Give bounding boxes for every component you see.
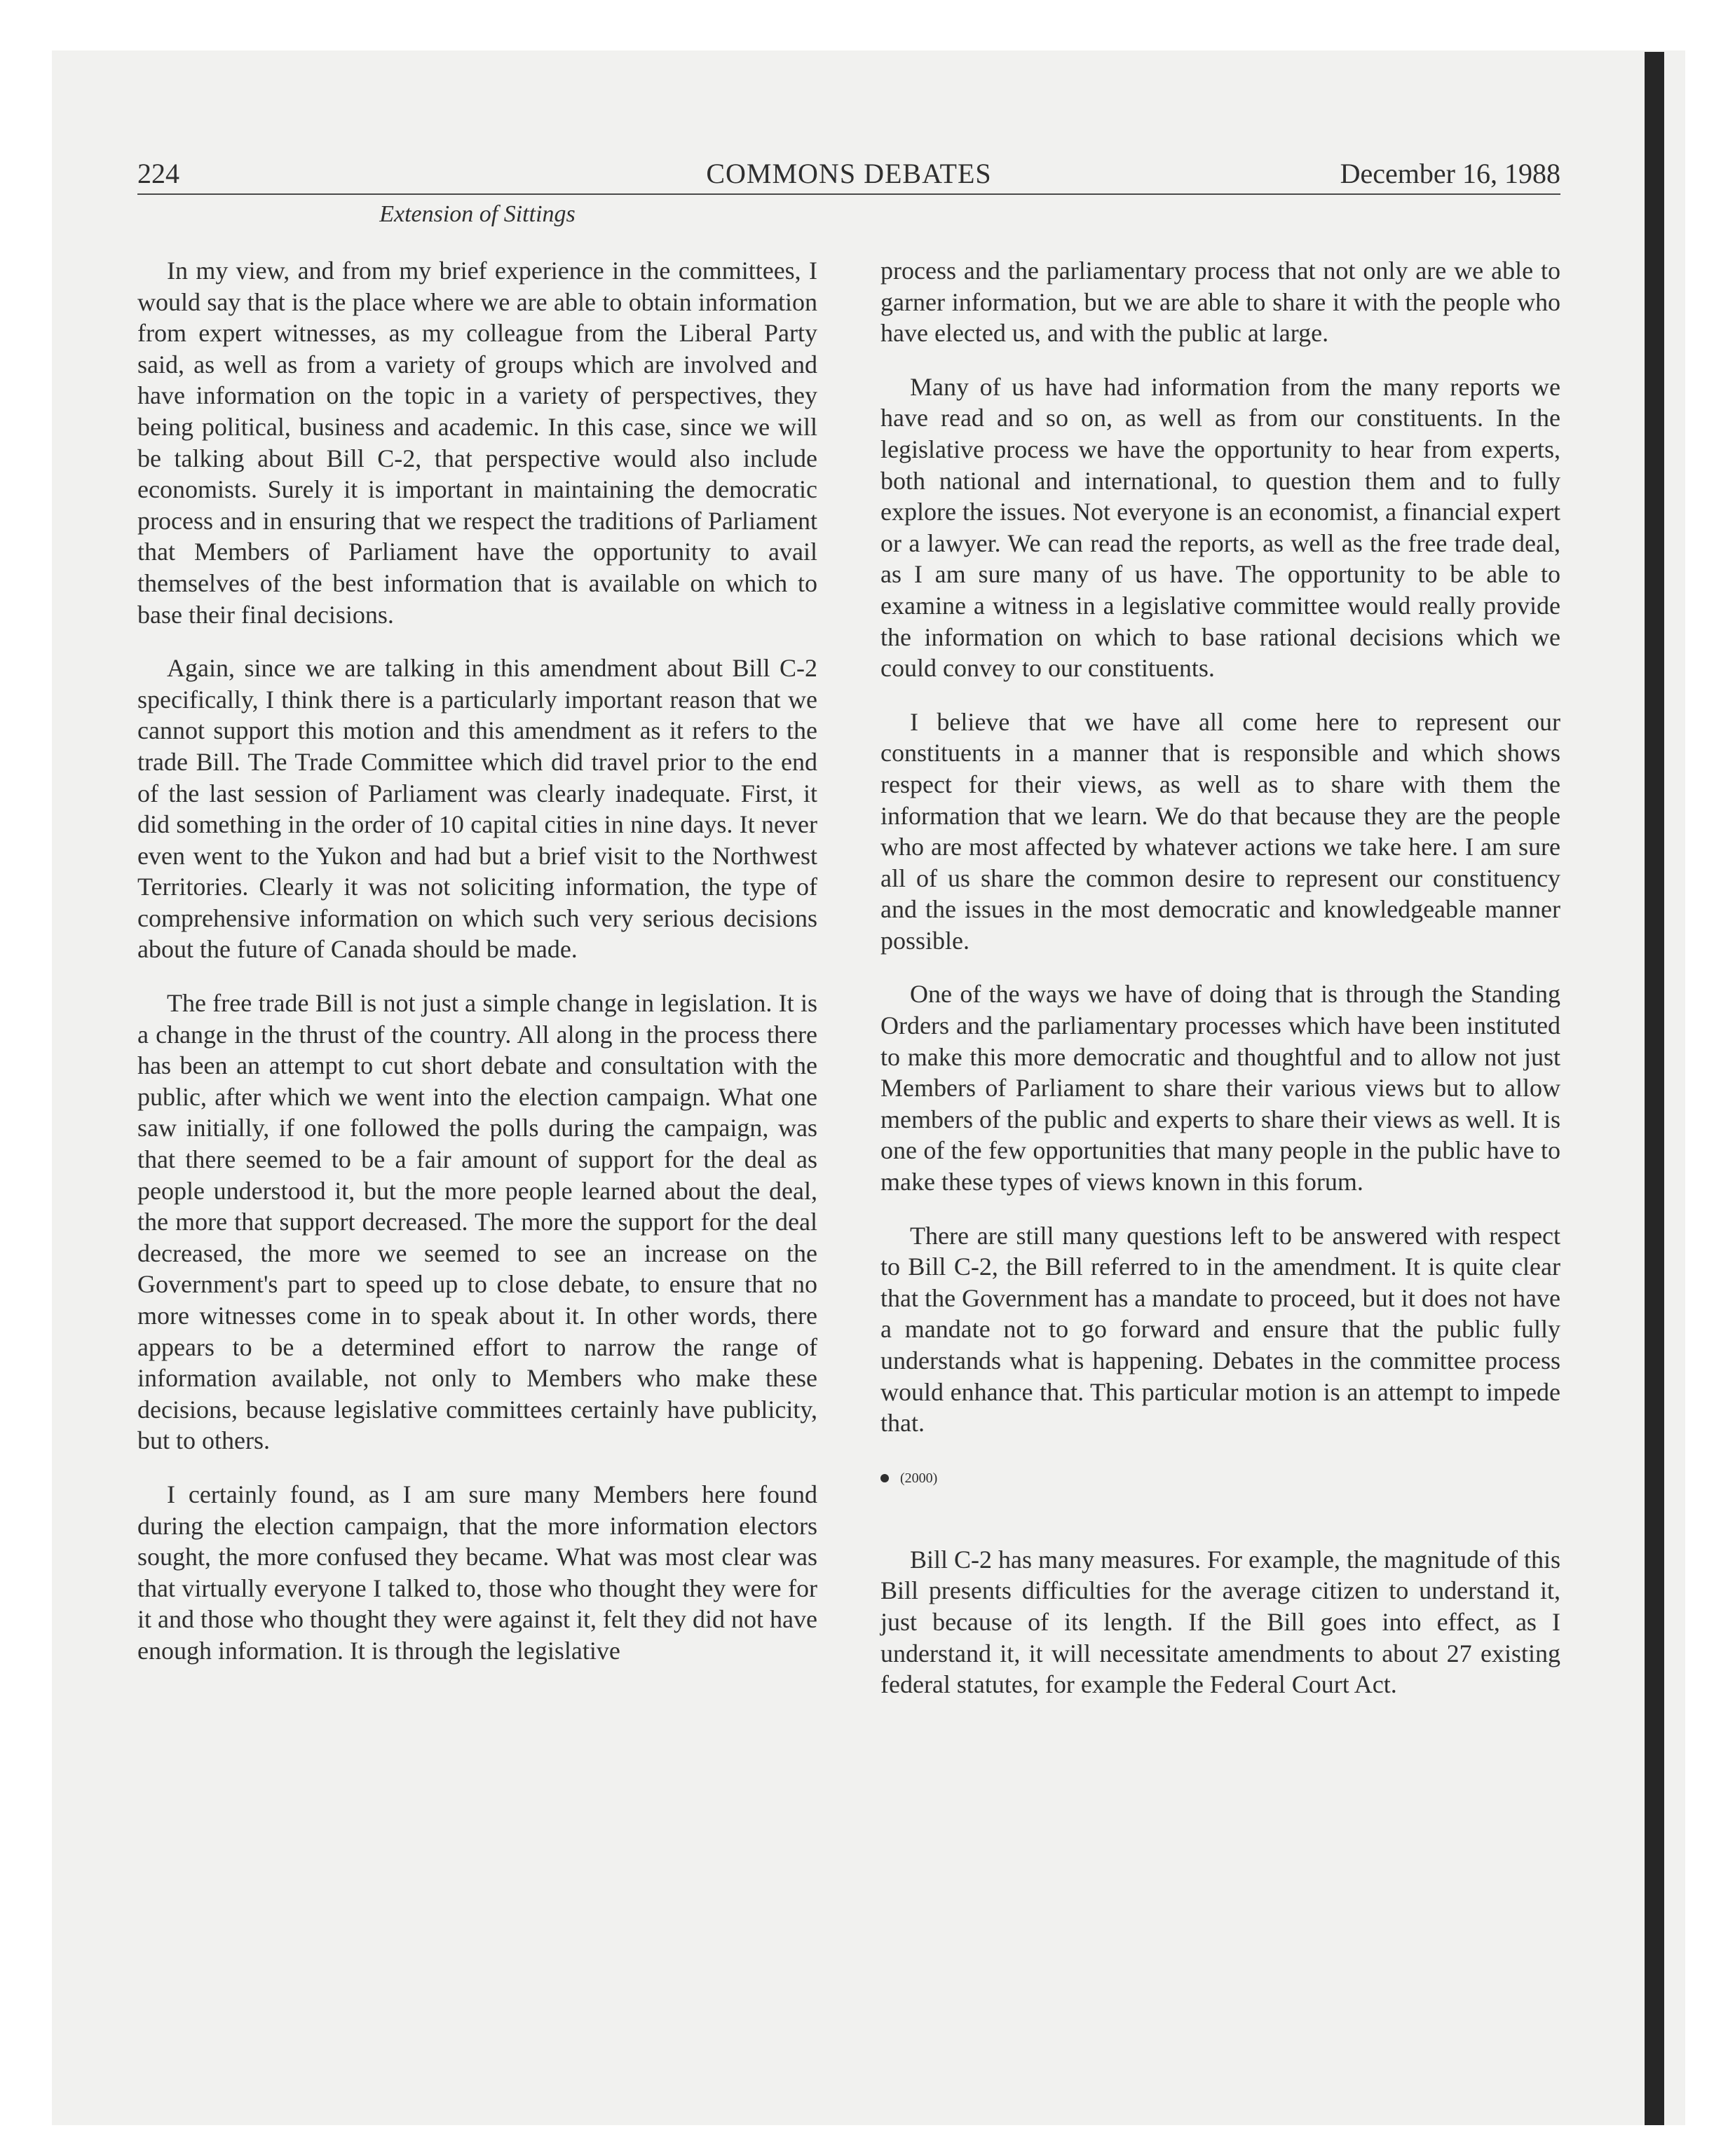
subheader-row [137, 195, 1560, 237]
running-header [137, 156, 1560, 195]
scan-edge-shadow [1645, 52, 1664, 2125]
time-marker [880, 1468, 1560, 1488]
paragraph: In my view, and from my brief experience in the committees, I would say that is the place where we are able to obtain information from expert witnesses, as my colleague from the Liberal Party said, as well as from a variety of groups which are involved and have information on the topic in a variety of perspectives, they being political, business and academic. In this case, since we will be talking about Bill C-2, that perspective would also include economists. Surely it is important in maintaining the democratic process and in ensuring that we respect the traditions of Parliament that Members of Parliament have the opportunity to avail themselves of the best information that is available on which to base their final decisions. [137, 257, 817, 629]
publication-title: COMMONS DEBATES [706, 158, 992, 189]
paragraph: I believe that we have all come here to represent our constituents in a manner that is responsible and which shows respect for their views, as well as to share with them the information that we learn. We do that because they are the people who are most affected by whatever actions we take here. I am sure all of us share the common desire to represent our constituency and the issues in the most democratic and knowledgeable manner possible. [880, 707, 1560, 955]
paragraph: Again, since we are talking in this amendment about Bill C-2 specifically, I think there is a particularly important reason that we cannot support this motion and this amendment as it refers to the trade Bill. The Trade Committee which did travel prior to the end of the last session of Parliament was clearly inadequate. First, it did something in the order of 10 capital cities in nine days. It never even went to the Yukon and had but a brief visit to the Northwest Territories. Clearly it was not soliciting information, the type of comprehensive information on which such very serious decisions about the future of Canada should be made. [137, 654, 817, 964]
paragraph: The free trade Bill is not just a simple change in legislation. It is a change in the thrust of the country. All along in the process there has been an attempt to cut short debate and consultation with the public, after which we went into the election campaign. What one saw initially, if one followed the polls during the campaign, was that there seemed to be a fair amount of support for the deal as people understood it, but the more people learned about the deal, the more that support decreased. The more the support for the deal decreased, the more we seemed to see an increase on the Government's part to speed up to close debate, to ensure that no more witnesses come in to speak about it. In other words, there appears to be a determined effort to narrow the range of information available, not only to Members who make these decisions, because legislative committees certainly have publicity, but to others. [137, 989, 817, 1455]
time-marker-text: (2000) [900, 1470, 938, 1486]
paragraph: I certainly found, as I am sure many Members here found during the election campaign, that the more information electors sought, the more confused they became. What was most clear was that virtually everyone I talked to, those who thought they were for it and those who thought they were against it, felt they did not have enough information. It is through the legislative [137, 1480, 817, 1665]
bullet-dot-icon [880, 1474, 889, 1482]
header-date: December 16, 1988 [1340, 158, 1560, 189]
page-number: 224 [137, 158, 179, 189]
document-page [137, 156, 1560, 1699]
paragraph: One of the ways we have of doing that is through the Standing Orders and the parliamentary processes which have been instituted to make this more democratic and thoughtful and to allow not just Members of Parliament to share their various views but to allow members of the public and experts to share their views as well. It is one of the few opportunities that many people in the public have to make these types of views known in this forum. [880, 980, 1560, 1196]
paragraph: Many of us have had information from the many reports we have read and so on, as well as from our constituents. In the legislative process we have the opportunity to hear from experts, both national and international, to question them and to fully explore the issues. Not everyone is an economist, a financial expert or a lawyer. We can read the reports, as well as the free trade deal, as I am sure many of us have. The opportunity to be able to examine a witness in a legislative committee would really provide the information on which to base rational decisions which we could convey to our constituents. [880, 372, 1560, 683]
section-subheader: Extension of Sittings [379, 201, 576, 227]
paragraph: Bill C-2 has many measures. For example, the magnitude of this Bill presents difficulties for the average citizen to understand it, just because of its length. If the Bill goes into effect, as I understand it, it will necessitate amendments to about 27 existing federal statutes, for example the Federal Court Act. [880, 1545, 1560, 1699]
left-column [137, 255, 817, 1689]
right-column [880, 255, 1560, 1723]
paragraph-continued: process and the parliamentary process that not only are we able to garner information, but we are able to share it with the people who have elected us, and with the public at large. [880, 257, 1560, 348]
paragraph: There are still many questions left to be answered with respect to Bill C-2, the Bill referred to in the amendment. It is quite clear that the Government has a mandate to proceed, but it does not have a mandate not to go forward and ensure that the public fully understands what is happening. Debates in the committee process would enhance that. This particular motion is an attempt to impede that. [880, 1221, 1560, 1438]
